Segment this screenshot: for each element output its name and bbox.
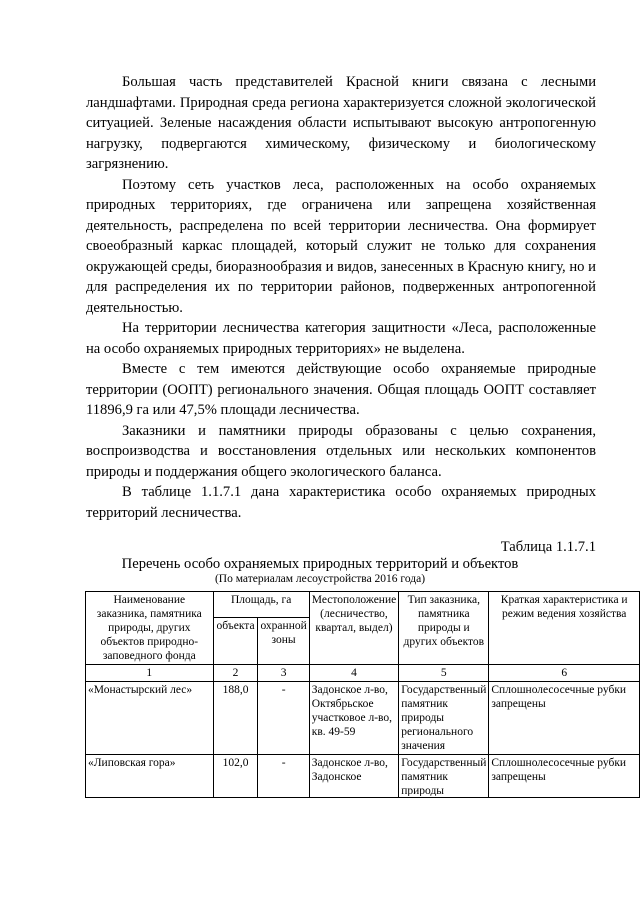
paragraph: Поэтому сеть участков леса, расположенных на особо охраняемых природных территориях, где ограничена или запрещена хозяйственная деятельность, распределена по всей территории лесничества. Она формирует своеобразный каркас площадей, который служит не только для сохранения окружающей среды, биоразнообразия и видов, занесенных в Красную книгу, но и для распределения их по территории районов, подверженных антропогенной деятельностью. bbox=[86, 176, 596, 316]
cell-name-text: «Липовская гора» bbox=[88, 757, 176, 769]
cell-type-text: Государственный памятник природы bbox=[401, 757, 487, 796]
cell-type bbox=[399, 755, 489, 798]
cell-area-object bbox=[213, 755, 258, 798]
header-type: Тип заказника, памятника природы и других объектов bbox=[399, 592, 489, 665]
column-number-row bbox=[86, 665, 640, 682]
cell-area-object-text: 102,0 bbox=[222, 757, 249, 769]
cell-location: Задонское л-во, Октябрьское участковое л-во, кв. 49-59 bbox=[309, 682, 398, 755]
paragraph: На территории лесничества категория защитности «Леса, расположенные на особо охраняемых природных территориях» не выделена. bbox=[86, 320, 596, 357]
table-row bbox=[86, 755, 640, 798]
table-number: Таблица 1.1.7.1 bbox=[500, 539, 596, 555]
cell-name bbox=[86, 755, 214, 798]
header-area-zone: охранной зоны bbox=[258, 617, 309, 664]
header-area: Площадь, га bbox=[213, 592, 309, 618]
column-number: 2 bbox=[213, 665, 258, 682]
table-row bbox=[86, 682, 640, 755]
header-name: Наименование заказника, памятника природы, других объектов природно-заповедного фонда bbox=[86, 592, 214, 665]
cell-name: «Монастырский лес» bbox=[86, 682, 214, 755]
header-area-object: объекта bbox=[213, 617, 258, 664]
cell-area-object: 188,0 bbox=[213, 682, 258, 755]
header-description: Краткая характеристика и режим ведения хозяйства bbox=[489, 592, 640, 665]
cell-description-text: Сплошнолесосечные рубки запрещены bbox=[491, 757, 627, 783]
cell-area-zone bbox=[258, 755, 309, 798]
cell-area-zone-text: - bbox=[281, 757, 286, 769]
cell-location bbox=[309, 755, 398, 798]
paragraph: Вместе с тем имеются действующие особо охраняемые природные территории (ООПТ) регионального значения. Общая площадь ООПТ составляет 11896,9 га или 47,5% площади лесничества. bbox=[86, 361, 596, 418]
table-title: Перечень особо охраняемых природных территорий и объектов bbox=[121, 556, 519, 572]
cell-description bbox=[489, 755, 640, 798]
paragraph: В таблице 1.1.7.1 дана характеристика особо охраняемых природных территорий лесничества. bbox=[86, 484, 596, 521]
column-number: 6 bbox=[489, 665, 640, 682]
cell-description: Сплошнолесосечные рубки запрещены bbox=[489, 682, 640, 755]
cell-type: Государственный памятник природы регионального значения bbox=[399, 682, 489, 755]
column-number: 3 bbox=[258, 665, 309, 682]
body-text bbox=[86, 72, 596, 523]
column-number: 4 bbox=[309, 665, 398, 682]
paragraph: Большая часть представителей Красной книги связана с лесными ландшафтами. Природная среда региона характеризуется сложной экологической ситуацией. Зеленые насаждения области испытывают высокую антропогенную нагрузку, подвергаются химическому, физическому и биологическому загрязнению. bbox=[86, 74, 596, 172]
protected-areas-table bbox=[85, 591, 640, 798]
column-number: 1 bbox=[86, 665, 214, 682]
header-location: Местоположение (лесничество, квартал, выдел) bbox=[309, 592, 398, 665]
cell-location-text: Задонское л-во, Задонское bbox=[311, 757, 388, 783]
cell-area-zone: - bbox=[258, 682, 309, 755]
table-subtitle: (По материалам лесоустройства 2016 года) bbox=[214, 573, 426, 585]
paragraph: Заказники и памятники природы образованы с целью сохранения, воспроизводства и восстановления отдельных или нескольких компонентов природы и поддержания общего экологического баланса. bbox=[86, 422, 596, 480]
table-header-row bbox=[86, 592, 640, 618]
column-number: 5 bbox=[399, 665, 489, 682]
